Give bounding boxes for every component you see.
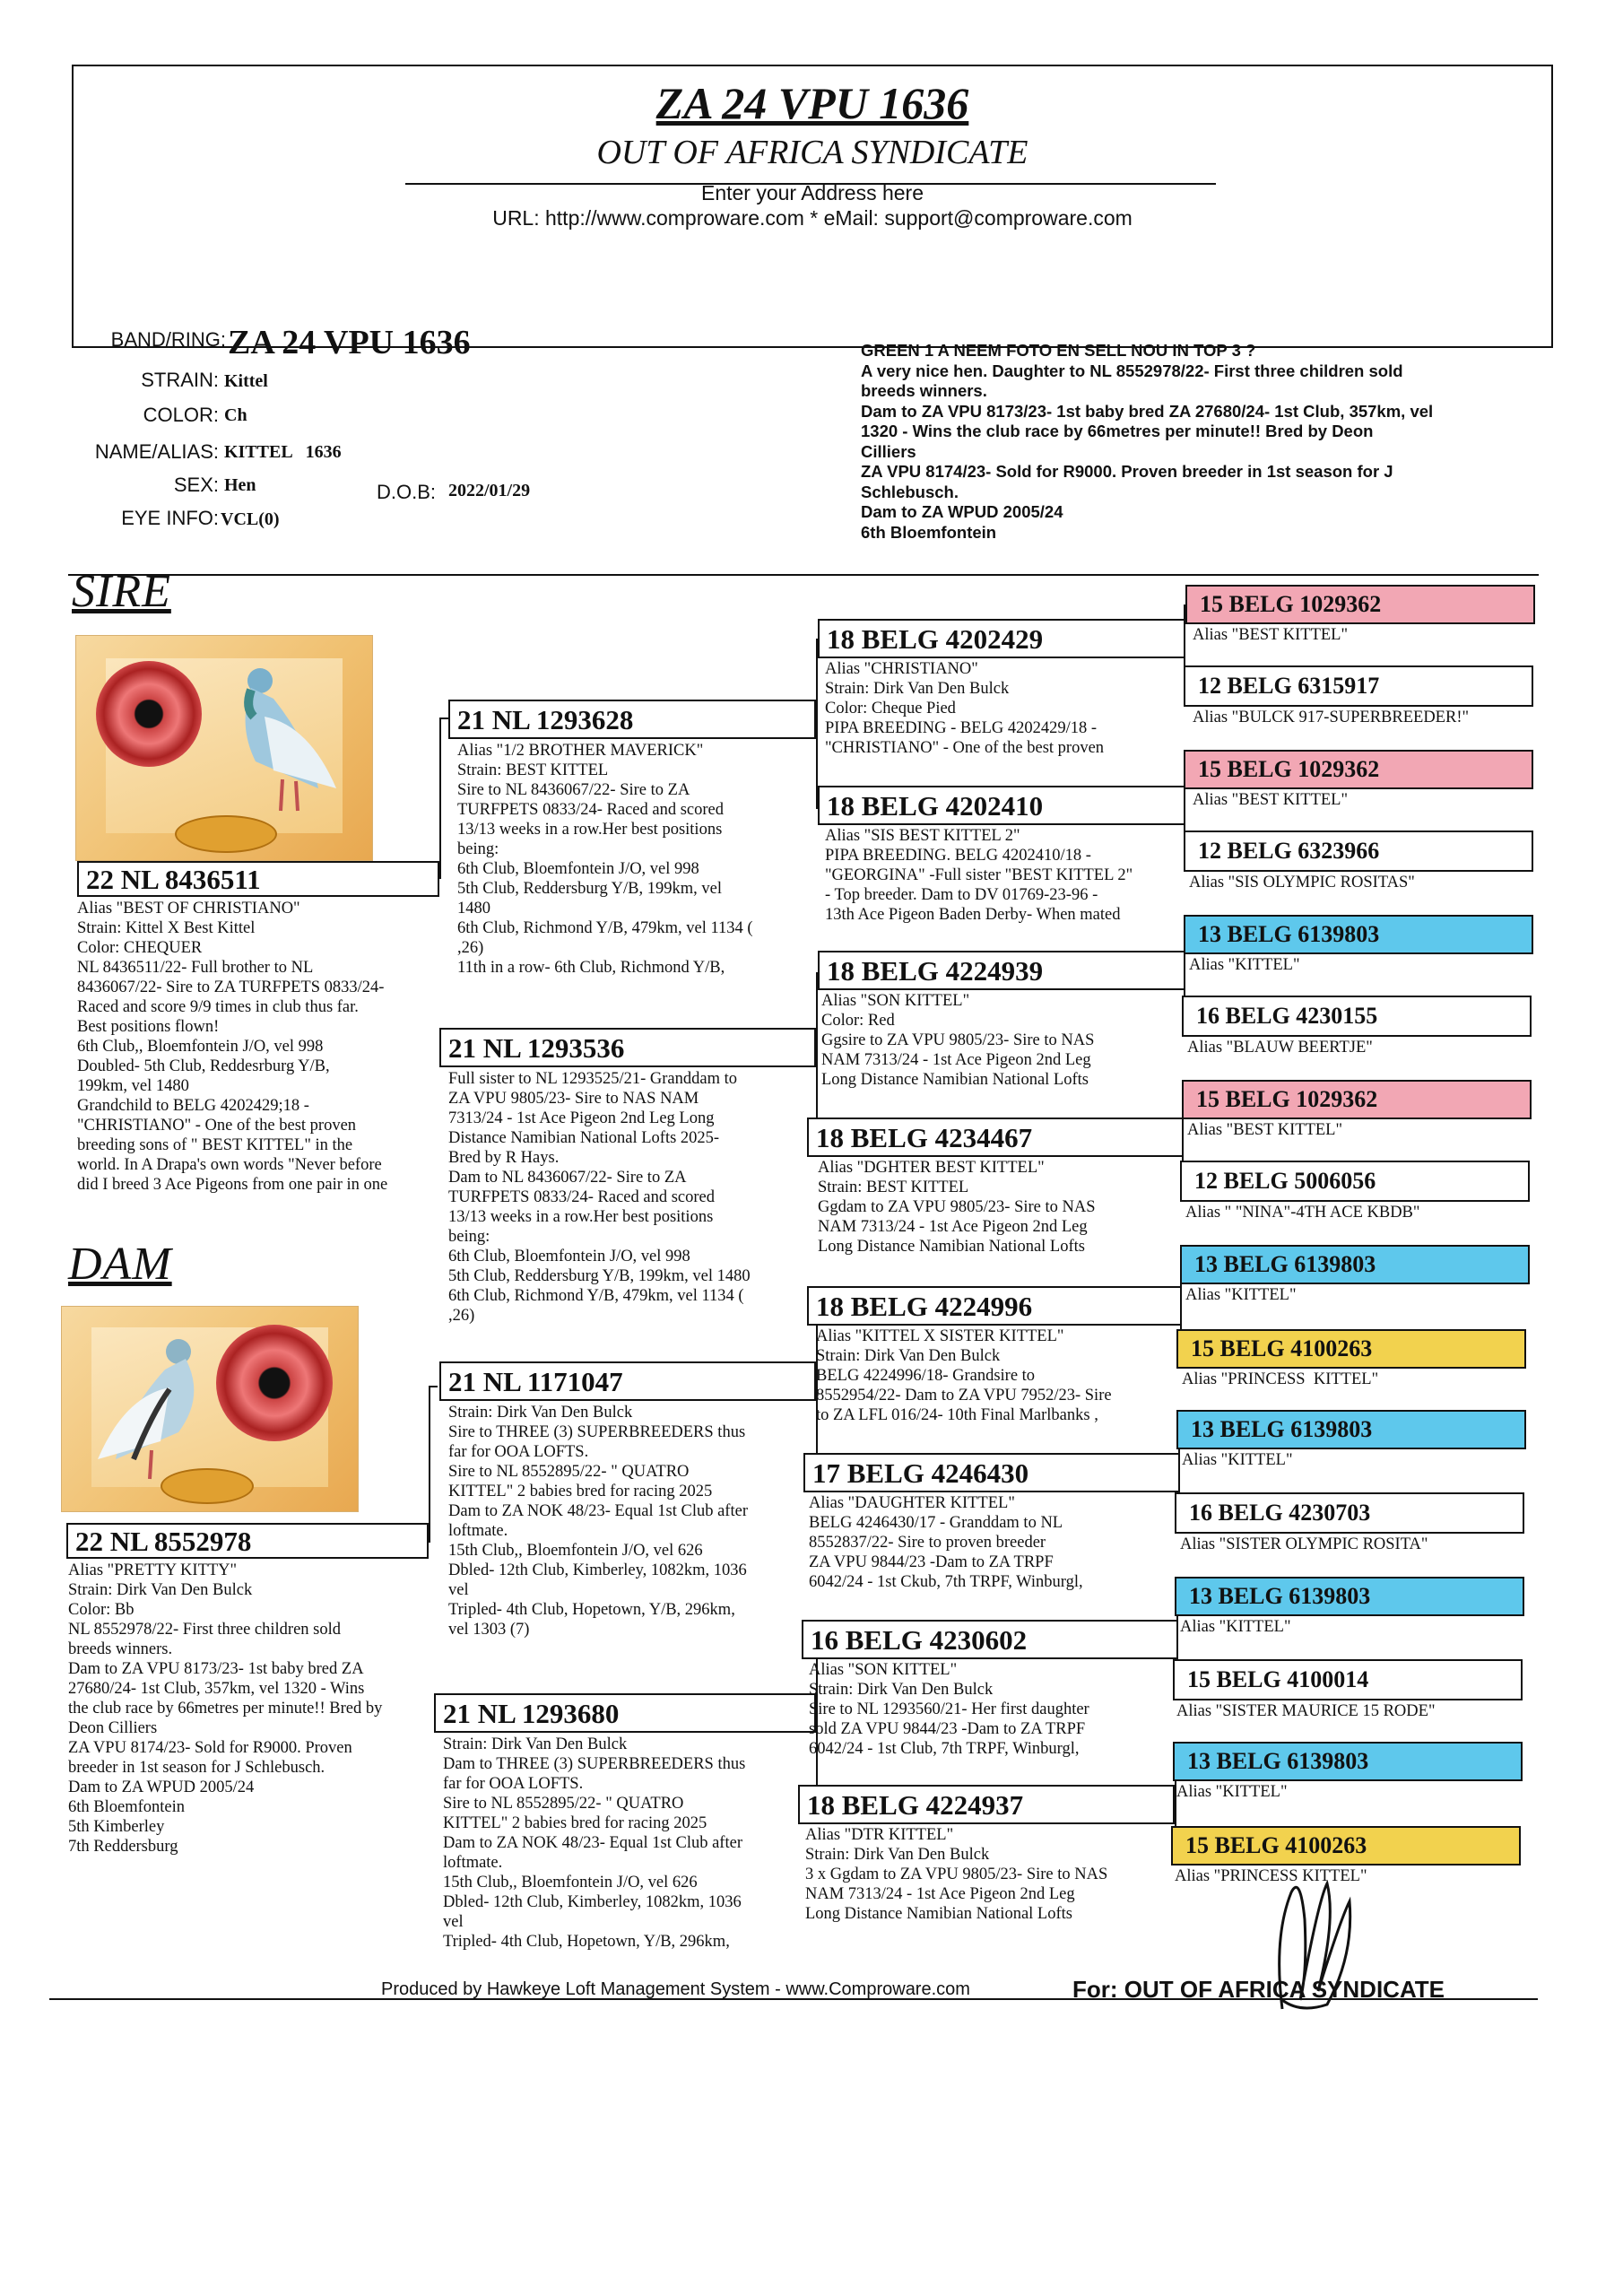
gen3-band: 18 BELG 4202410: [818, 786, 1185, 825]
gen4-alias: Alias "KITTEL": [1180, 1618, 1291, 1636]
info-line: Color: CHEQUER: [77, 939, 203, 957]
connector: [439, 718, 448, 719]
gen4-alias: Alias "BEST KITTEL": [1193, 791, 1349, 809]
band-label: BAND/RING:: [110, 328, 226, 351]
info-line: Strain: Dirk Van Den Bulck: [825, 680, 1010, 698]
info-line: Strain: BEST KITTEL: [818, 1178, 969, 1196]
gen4-band: 12 BELG 6315917: [1184, 665, 1533, 707]
gen4-band: 16 BELG 4230155: [1182, 996, 1532, 1037]
info-line: KITTEL" 2 babies bred for racing 2025: [448, 1483, 713, 1500]
gen2-info: [448, 1069, 816, 1326]
eye-icon: [96, 661, 202, 767]
info-line: Tripled- 4th Club, Hopetown, Y/B, 296km,: [448, 1601, 735, 1619]
info-line: Strain: Dirk Van Den Bulck: [805, 1846, 990, 1864]
info-line: far for OOA LOFTS.: [448, 1443, 589, 1461]
info-line: loftmate.: [443, 1854, 503, 1872]
gen4-alias: Alias "BEST KITTEL": [1187, 1121, 1343, 1139]
info-line: breeding sons of " BEST KITTEL" in the: [77, 1136, 353, 1154]
info-line: Long Distance Namibian National Lofts: [818, 1238, 1085, 1256]
info-line: Doubled- 5th Club, Reddesrburg Y/B,: [77, 1057, 330, 1075]
gen3-info: [816, 1326, 1175, 1425]
trophy-plaque: [161, 1468, 254, 1504]
info-line: "CHRISTIANO" - One of the best proven: [77, 1117, 357, 1135]
info-line: Grandchild to BELG 4202429;18 -: [77, 1097, 309, 1115]
info-line: 8552954/22- Dam to ZA VPU 7952/23- Sire: [816, 1387, 1112, 1405]
gen2-band: 21 NL 1171047: [439, 1361, 816, 1401]
info-line: 8552837/22- Sire to proven breeder: [809, 1534, 1046, 1552]
gen4-band: 13 BELG 6139803: [1176, 1410, 1526, 1449]
gen3-band: 16 BELG 4230602: [802, 1620, 1178, 1659]
gen4-band: 15 BELG 4100263: [1176, 1329, 1526, 1369]
note-line: Dam to ZA VPU 8173/23- 1st baby bred ZA 27680/24- 1st Club, 357km, vel: [861, 401, 1434, 421]
sire-photo: [75, 635, 373, 861]
info-line: Strain: Dirk Van Den Bulck: [448, 1404, 633, 1422]
color-value: Ch: [224, 405, 247, 425]
note-line: breeds winners.: [861, 381, 987, 400]
info-line: being:: [448, 1228, 490, 1246]
info-line: 6th Club,, Bloemfontein J/O, vel 998: [77, 1038, 324, 1056]
gen4-band: 13 BELG 6139803: [1173, 1742, 1523, 1781]
info-line: Strain: Dirk Van Den Bulck: [443, 1735, 628, 1753]
info-line: Color: Red: [821, 1012, 895, 1030]
gen4-alias: Alias "SISTER MAURICE 15 RODE": [1176, 1702, 1436, 1720]
gen3-info: [818, 1158, 1176, 1257]
info-line: 15th Club,, Bloemfontein J/O, vel 626: [443, 1874, 698, 1892]
footer-divider: [49, 1998, 1538, 2000]
gen3-band: 18 BELG 4234467: [807, 1118, 1184, 1157]
info-line: KITTEL" 2 babies bred for racing 2025: [443, 1814, 707, 1832]
syndicate-name: OUT OF AFRICA SYNDICATE: [596, 134, 1028, 171]
info-line: 6042/24 - 1st Ckub, 7th TRPF, Winburgl,: [809, 1573, 1083, 1591]
note-line: A very nice hen. Daughter to NL 8552978/22- First three children sold: [861, 361, 1403, 380]
info-line: Sire to NL 8552895/22- " QUATRO: [448, 1463, 690, 1481]
info-line: ,26): [448, 1307, 475, 1325]
gen3-info: [805, 1825, 1164, 1924]
info-line: Alias "DGHTER BEST KITTEL": [818, 1159, 1045, 1177]
info-line: 5th Club, Reddersburg Y/B, 199km, vel: [457, 880, 722, 898]
gen4-alias: Alias "PRINCESS KITTEL": [1182, 1370, 1379, 1388]
connector: [429, 1386, 430, 1543]
info-line: 7th Reddersburg: [68, 1838, 178, 1856]
gen4-band: 13 BELG 6139803: [1184, 915, 1533, 954]
info-line: Dam to NL 8436067/22- Sire to ZA: [448, 1169, 687, 1187]
info-line: "GEORGINA" -Full sister "BEST KITTEL 2": [825, 866, 1133, 884]
info-line: did I breed 3 Ace Pigeons from one pair in one: [77, 1176, 388, 1194]
info-line: Color: Bb: [68, 1601, 135, 1619]
gen3-info: [821, 991, 1180, 1090]
info-line: NL 8436511/22- Full brother to NL: [77, 959, 314, 977]
gen4-alias: Alias "KITTEL": [1189, 956, 1300, 974]
info-line: Ggsire to ZA VPU 9805/23- Sire to NAS: [821, 1031, 1095, 1049]
eye-icon: [216, 1325, 333, 1441]
info-line: ZA VPU 8174/23- Sold for R9000. Proven: [68, 1739, 352, 1757]
info-line: loftmate.: [448, 1522, 508, 1540]
info-line: NAM 7313/24 - 1st Ace Pigeon 2nd Leg: [818, 1218, 1088, 1236]
info-line: Alias "PRETTY KITTY": [68, 1561, 238, 1579]
note-line: Schlebusch.: [861, 482, 959, 501]
info-line: 1480: [457, 900, 490, 918]
connector: [439, 718, 441, 879]
gen4-band: 12 BELG 6323966: [1184, 831, 1533, 872]
info-line: vel: [443, 1913, 464, 1931]
info-line: vel 1303 (7): [448, 1621, 530, 1639]
info-line: 13/13 weeks in a row.Her best positions: [448, 1208, 714, 1226]
info-line: ZA VPU 9805/23- Sire to NAS NAM: [448, 1090, 699, 1108]
gen4-band: 13 BELG 6139803: [1175, 1577, 1524, 1616]
info-line: Dbled- 12th Club, Kimberley, 1082km, 1036: [448, 1561, 747, 1579]
info-line: Tripled- 4th Club, Hopetown, Y/B, 296km,: [443, 1933, 730, 1951]
info-line: 6042/24 - 1st Club, 7th TRPF, Winburgl,: [809, 1740, 1080, 1758]
gen3-band: 18 BELG 4224996: [807, 1286, 1182, 1326]
gen4-alias: Alias "BULCK 917-SUPERBREEDER!": [1193, 709, 1470, 726]
note-line: Dam to ZA WPUD 2005/24: [861, 502, 1063, 521]
info-line: Strain: Dirk Van Den Bulck: [809, 1681, 994, 1699]
name-label: NAME/ALIAS:: [94, 440, 219, 463]
info-line: Dbled- 12th Club, Kimberley, 1082km, 1036: [443, 1893, 742, 1911]
sire-heading: SIRE: [72, 566, 171, 617]
info-line: vel: [448, 1581, 469, 1599]
sire-info: [77, 899, 445, 1195]
info-line: Sire to NL 8436067/22- Sire to ZA: [457, 781, 690, 799]
info-line: Alias "SON KITTEL": [809, 1661, 958, 1679]
info-line: PIPA BREEDING. BELG 4202410/18 -: [825, 847, 1091, 865]
info-line: "CHRISTIANO" - One of the best proven: [825, 739, 1105, 757]
info-line: 6th Club, Bloemfontein J/O, vel 998: [448, 1248, 690, 1265]
footer-for: For: OUT OF AFRICA SYNDICATE: [1072, 1976, 1445, 2003]
gen4-alias: Alias "BLAUW BEERTJE": [1187, 1039, 1373, 1057]
gen3-info: [825, 659, 1184, 758]
info-line: Ggdam to ZA VPU 9805/23- Sire to NAS: [818, 1198, 1096, 1216]
info-line: Alias "KITTEL X SISTER KITTEL": [816, 1327, 1064, 1345]
info-line: 13/13 weeks in a row.Her best positions: [457, 821, 723, 839]
dam-band: 22 NL 8552978: [66, 1523, 429, 1559]
section-divider: [68, 574, 1539, 576]
url-line: URL: http://www.comproware.com * eMail: support@comproware.com: [492, 206, 1133, 230]
gen4-band: 15 BELG 1029362: [1182, 1080, 1532, 1119]
gen4-alias: Alias " "NINA"-4TH ACE KBDB": [1185, 1204, 1420, 1222]
info-line: Color: Cheque Pied: [825, 700, 956, 718]
dob-value: 2022/01/29: [448, 481, 531, 500]
gen2-info: [443, 1735, 816, 1952]
info-line: 5th Kimberley: [68, 1818, 165, 1836]
info-line: Alias "SIS BEST KITTEL 2": [825, 827, 1020, 845]
info-line: Alias "BEST OF CHRISTIANO": [77, 900, 300, 918]
note-line: 1320 - Wins the club race by 66metres per minute!! Bred by Deon: [861, 422, 1374, 440]
gen2-band: 21 NL 1293628: [448, 700, 816, 739]
gen4-alias: Alias "SISTER OLYMPIC ROSITA": [1180, 1535, 1428, 1553]
strain-value: Kittel: [224, 371, 268, 391]
eye-label: EYE INFO:: [121, 507, 219, 529]
info-line: PIPA BREEDING - BELG 4202429/18 -: [825, 719, 1098, 737]
info-line: TURFPETS 0833/24- Raced and scored: [448, 1188, 715, 1206]
info-line: breeder in 1st season for J Schlebusch.: [68, 1759, 325, 1777]
info-line: 27680/24- 1st Club, 357km, vel 1320 - Wins: [68, 1680, 365, 1698]
info-line: Deon Cilliers: [68, 1719, 158, 1737]
dam-heading: DAM: [68, 1239, 172, 1290]
info-line: Sire to NL 1293560/21- Her first daughter: [809, 1700, 1089, 1718]
info-line: 15th Club,, Bloemfontein J/O, vel 626: [448, 1542, 703, 1560]
gen3-info: [825, 826, 1184, 925]
info-line: Full sister to NL 1293525/21- Granddam to: [448, 1070, 738, 1088]
info-line: 8436067/22- Sire to ZA TURFPETS 0833/24-: [77, 978, 385, 996]
info-line: Bred by R Hays.: [448, 1149, 560, 1167]
connector: [429, 1386, 438, 1387]
note-line: 6th Bloemfontein: [861, 522, 997, 542]
gen2-band: 21 NL 1293680: [434, 1693, 816, 1733]
info-line: Dam to ZA NOK 48/23- Equal 1st Club after: [448, 1502, 748, 1520]
info-line: Alias "1/2 BROTHER MAVERICK": [457, 742, 704, 760]
info-line: Sire to THREE (3) SUPERBREEDERS thus: [448, 1423, 746, 1441]
info-line: Alias "SON KITTEL": [821, 992, 970, 1010]
notes-block: [861, 341, 1524, 543]
connector: [816, 639, 818, 809]
info-line: world. In A Drapa's own words "Never before: [77, 1156, 382, 1174]
gen4-band: 15 BELG 1029362: [1184, 750, 1533, 789]
info-line: NAM 7313/24 - 1st Ace Pigeon 2nd Leg: [821, 1051, 1091, 1069]
info-line: Strain: Dirk Van Den Bulck: [68, 1581, 253, 1599]
note-line: GREEN 1 A NEEM FOTO EN SELL NOU IN TOP 3 ?: [861, 341, 1256, 360]
info-line: 7313/24 - 1st Ace Pigeon 2nd Leg Long: [448, 1109, 715, 1127]
info-line: Alias "CHRISTIANO": [825, 660, 978, 678]
trophy-plaque: [175, 815, 277, 853]
info-line: Strain: Kittel X Best Kittel: [77, 919, 256, 937]
gen3-band: 18 BELG 4202429: [818, 619, 1185, 658]
header-box: [72, 65, 1553, 348]
address-line: Enter your Address here: [700, 181, 924, 204]
info-line: TURFPETS 0833/24- Raced and scored: [457, 801, 724, 819]
info-line: Sire to NL 8552895/22- " QUATRO: [443, 1795, 684, 1813]
info-line: 11th in a row- 6th Club, Richmond Y/B,: [457, 959, 725, 977]
info-line: Best positions flown!: [77, 1018, 220, 1036]
dob-label: D.O.B:: [377, 481, 437, 503]
info-line: Long Distance Namibian National Lofts: [821, 1071, 1089, 1089]
gen4-band: 12 BELG 5006056: [1180, 1161, 1530, 1202]
info-line: NL 8552978/22- First three children sold: [68, 1621, 342, 1639]
info-line: Dam to ZA VPU 8173/23- 1st baby bred ZA: [68, 1660, 364, 1678]
gen4-alias: Alias "KITTEL": [1182, 1451, 1293, 1469]
info-line: Dam to THREE (3) SUPERBREEDERS thus: [443, 1755, 746, 1773]
gen4-band: 16 BELG 4230703: [1175, 1492, 1524, 1534]
info-line: 13th Ace Pigeon Baden Derby- When mated: [825, 906, 1121, 924]
gen2-info: [448, 1403, 816, 1639]
dam-info: [68, 1561, 436, 1857]
info-line: Alias "DTR KITTEL": [805, 1826, 954, 1844]
gen2-info: [457, 741, 816, 978]
info-line: 6th Bloemfontein: [68, 1798, 185, 1816]
info-line: Strain: BEST KITTEL: [457, 761, 609, 779]
sex-value: Hen: [224, 475, 256, 495]
info-line: Raced and score 9/9 times in club thus far.: [77, 998, 359, 1016]
info-line: BELG 4224996/18- Grandsire to: [816, 1367, 1036, 1385]
info-line: 6th Club, Bloemfontein J/O, vel 998: [457, 860, 699, 878]
info-line: the club race by 66metres per minute!! Bred by: [68, 1700, 383, 1718]
gen3-band: 18 BELG 4224937: [798, 1785, 1175, 1824]
note-line: ZA VPU 8174/23- Sold for R9000. Proven breeder in 1st season for J: [861, 462, 1393, 481]
sex-label: SEX:: [173, 474, 219, 496]
gen4-alias: Alias "KITTEL": [1176, 1783, 1288, 1801]
info-line: sold ZA VPU 9844/23 -Dam to ZA TRPF: [809, 1720, 1086, 1738]
gen3-band: 17 BELG 4246430: [803, 1453, 1180, 1492]
gen4-band: 13 BELG 6139803: [1180, 1245, 1530, 1284]
sire-band: 22 NL 8436511: [77, 861, 439, 897]
gen4-band: 15 BELG 4100014: [1173, 1659, 1523, 1700]
gen4-alias: Alias "BEST KITTEL": [1193, 626, 1349, 644]
info-line: 6th Club, Richmond Y/B, 479km, vel 1134 (: [448, 1287, 744, 1305]
info-line: NAM 7313/24 - 1st Ace Pigeon 2nd Leg: [805, 1885, 1075, 1903]
note-line: Cilliers: [861, 441, 916, 461]
gen3-band: 18 BELG 4224939: [818, 951, 1185, 990]
gen2-band: 21 NL 1293536: [439, 1028, 816, 1067]
gen3-info: [809, 1660, 1167, 1759]
info-line: Alias "DAUGHTER KITTEL": [809, 1494, 1015, 1512]
gen4-band: 15 BELG 4100263: [1171, 1826, 1521, 1866]
info-line: 199km, vel 1480: [77, 1077, 189, 1095]
info-line: 6th Club, Richmond Y/B, 479km, vel 1134 (: [457, 919, 753, 937]
gen4-alias: Alias "KITTEL": [1185, 1286, 1297, 1304]
info-line: 5th Club, Reddersburg Y/B, 199km, vel 1480: [448, 1267, 751, 1285]
info-line: being:: [457, 840, 499, 858]
band-value: ZA 24 VPU 1636: [228, 324, 471, 361]
pigeon-icon: [211, 654, 363, 833]
gen4-band: 15 BELG 1029362: [1185, 585, 1535, 624]
dam-photo: [61, 1306, 359, 1512]
info-line: Long Distance Namibian National Lofts: [805, 1905, 1072, 1923]
info-line: far for OOA LOFTS.: [443, 1775, 584, 1793]
strain-label: STRAIN:: [141, 369, 219, 391]
info-line: - Top breeder. Dam to DV 01769-23-96 -: [825, 886, 1098, 904]
info-line: ZA VPU 9844/23 -Dam to ZA TRPF: [809, 1553, 1054, 1571]
info-line: breeds winners.: [68, 1640, 173, 1658]
gen4-alias: Alias "SIS OLYMPIC ROSITAS": [1189, 874, 1415, 891]
info-line: Strain: Dirk Van Den Bulck: [816, 1347, 1001, 1365]
info-line: Dam to ZA WPUD 2005/24: [68, 1779, 255, 1796]
info-line: Dam to ZA NOK 48/23- Equal 1st Club after: [443, 1834, 742, 1852]
page-title: ZA 24 VPU 1636: [655, 78, 969, 128]
info-line: 3 x Ggdam to ZA VPU 9805/23- Sire to NAS: [805, 1866, 1108, 1883]
info-line: Distance Namibian National Lofts 2025-: [448, 1129, 720, 1147]
footer-produced-by: Produced by Hawkeye Loft Management System - www.Comproware.com: [381, 1979, 970, 1999]
color-label: COLOR:: [143, 404, 219, 426]
name-value: KITTEL 1636: [224, 442, 342, 462]
info-line: to ZA LFL 016/24- 10th Final Marlbanks ,: [816, 1406, 1098, 1424]
gen4-alias: Alias "PRINCESS KITTEL": [1175, 1867, 1367, 1885]
info-line: BELG 4246430/17 - Granddam to NL: [809, 1514, 1063, 1532]
gen3-info: [809, 1493, 1167, 1592]
eye-value: VCL(0): [221, 509, 280, 529]
info-line: ,26): [457, 939, 484, 957]
